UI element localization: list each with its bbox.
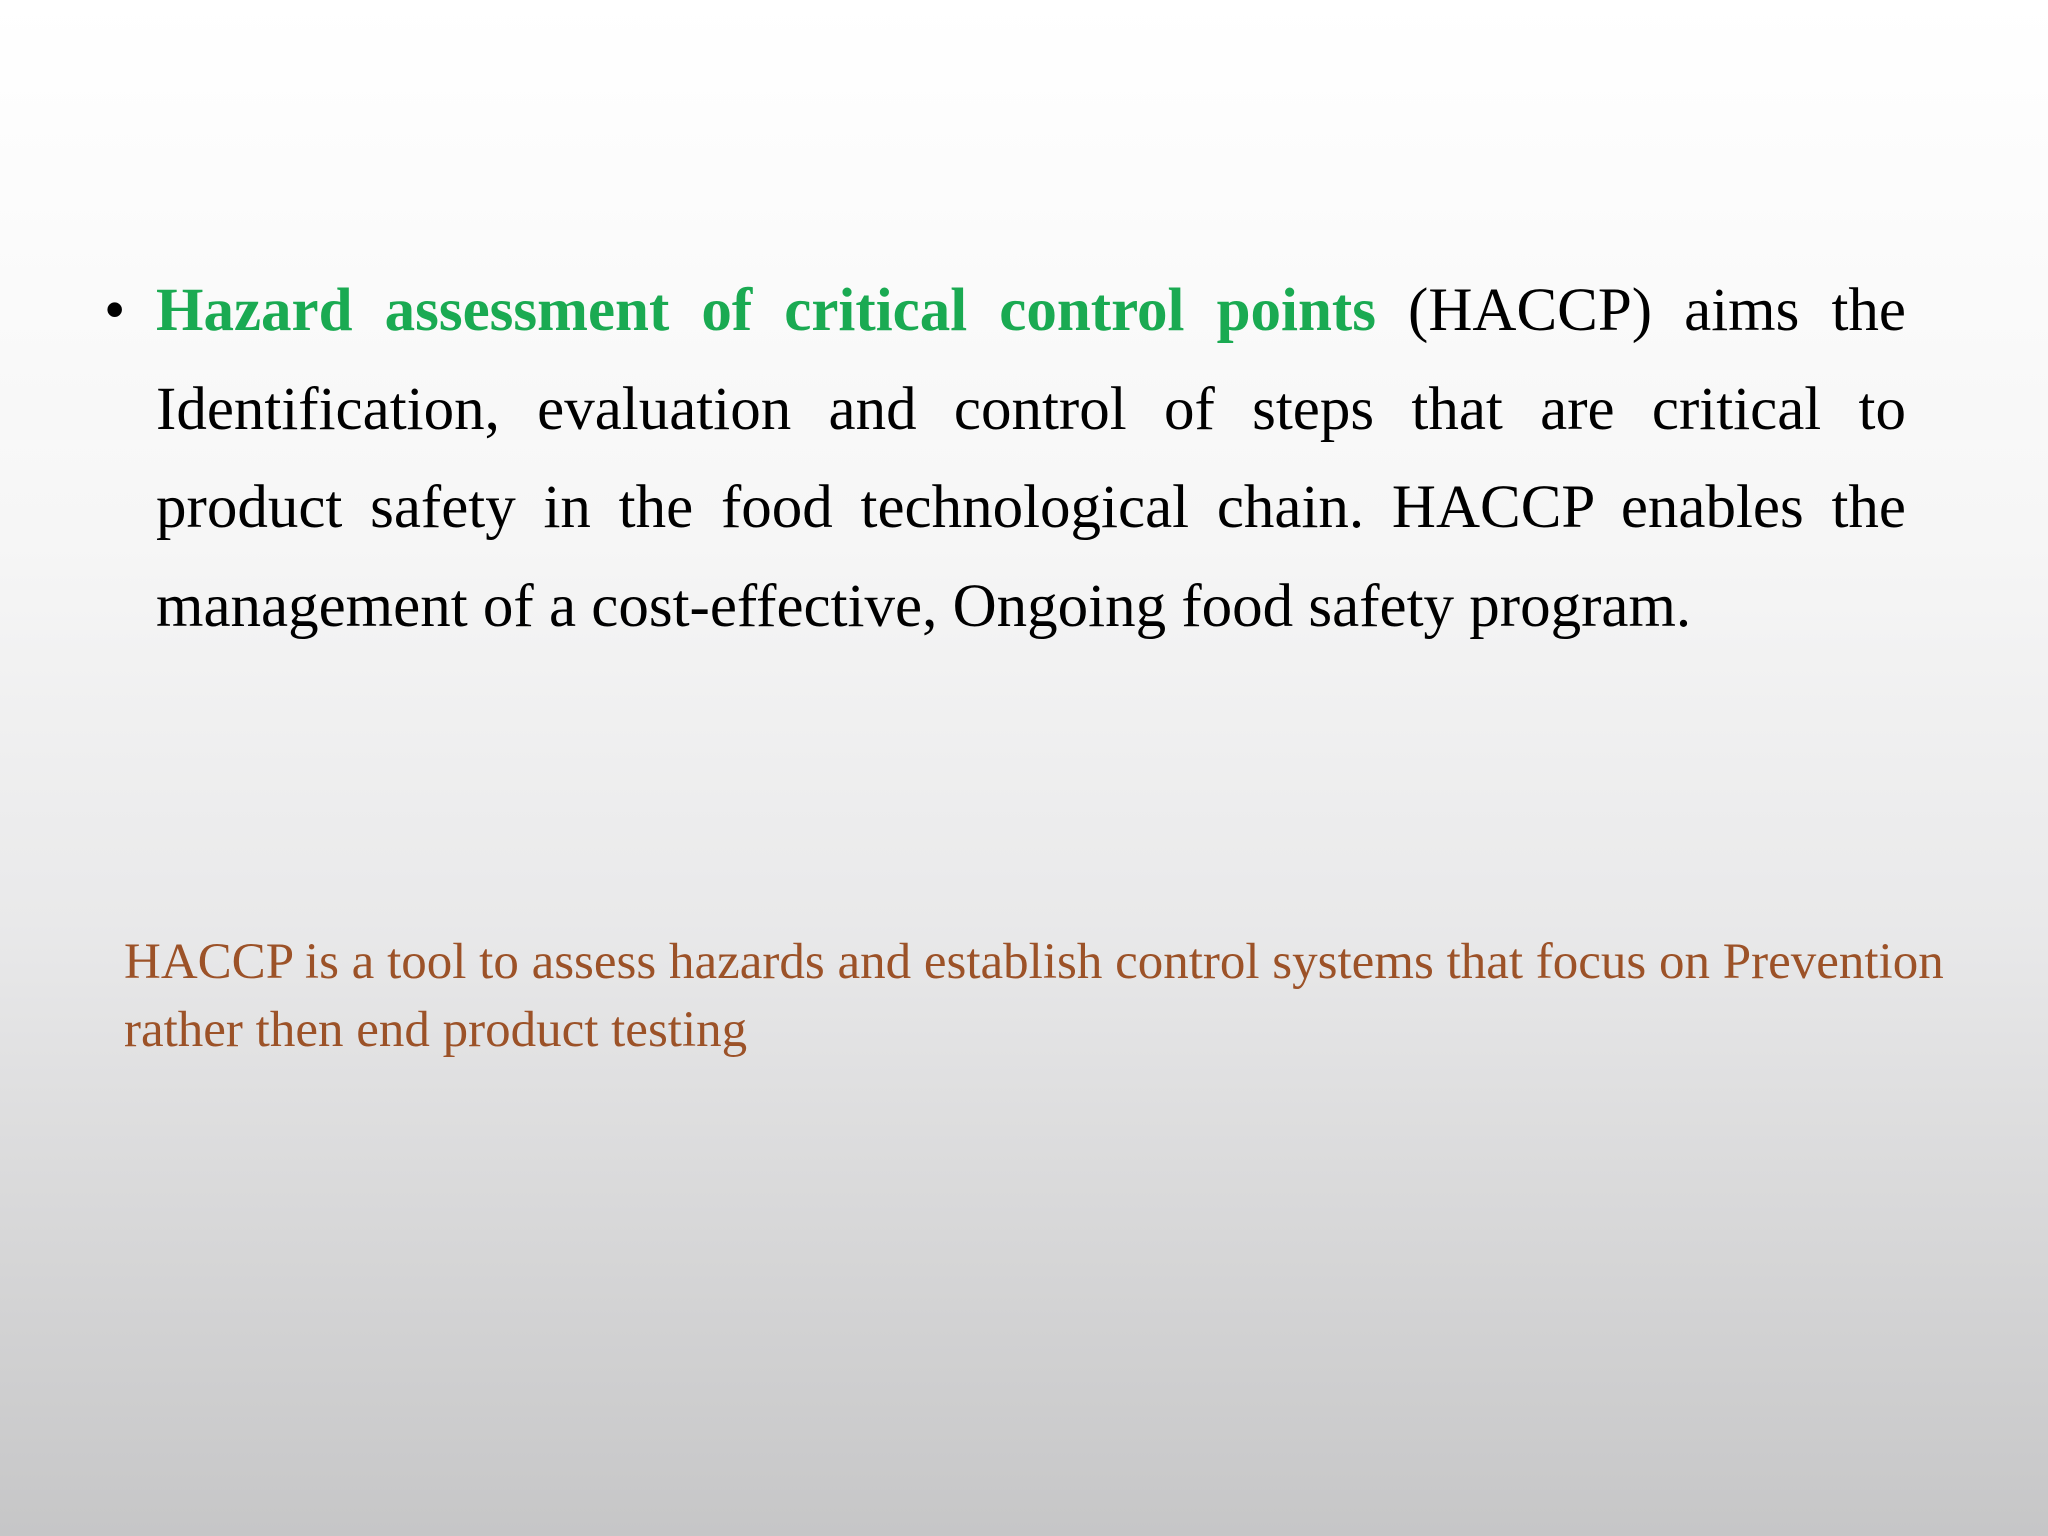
- haccp-definition-highlight: Hazard assessment of critical control points: [156, 277, 1376, 344]
- haccp-note: HACCP is a tool to assess hazards and establish control systems that focus on Prevention rather then end product testing: [124, 934, 1944, 1058]
- bullet-marker: •: [104, 277, 126, 344]
- bullet-body-text: (HACCP) aims the Identification, evaluation and control of steps that are critical to product safety in the food technological chain. HACCP enables the management of a cost-effective, Ongoing food safety program.: [156, 277, 1906, 640]
- bullet-paragraph: [104, 262, 1906, 656]
- bullet-text: [156, 262, 1906, 656]
